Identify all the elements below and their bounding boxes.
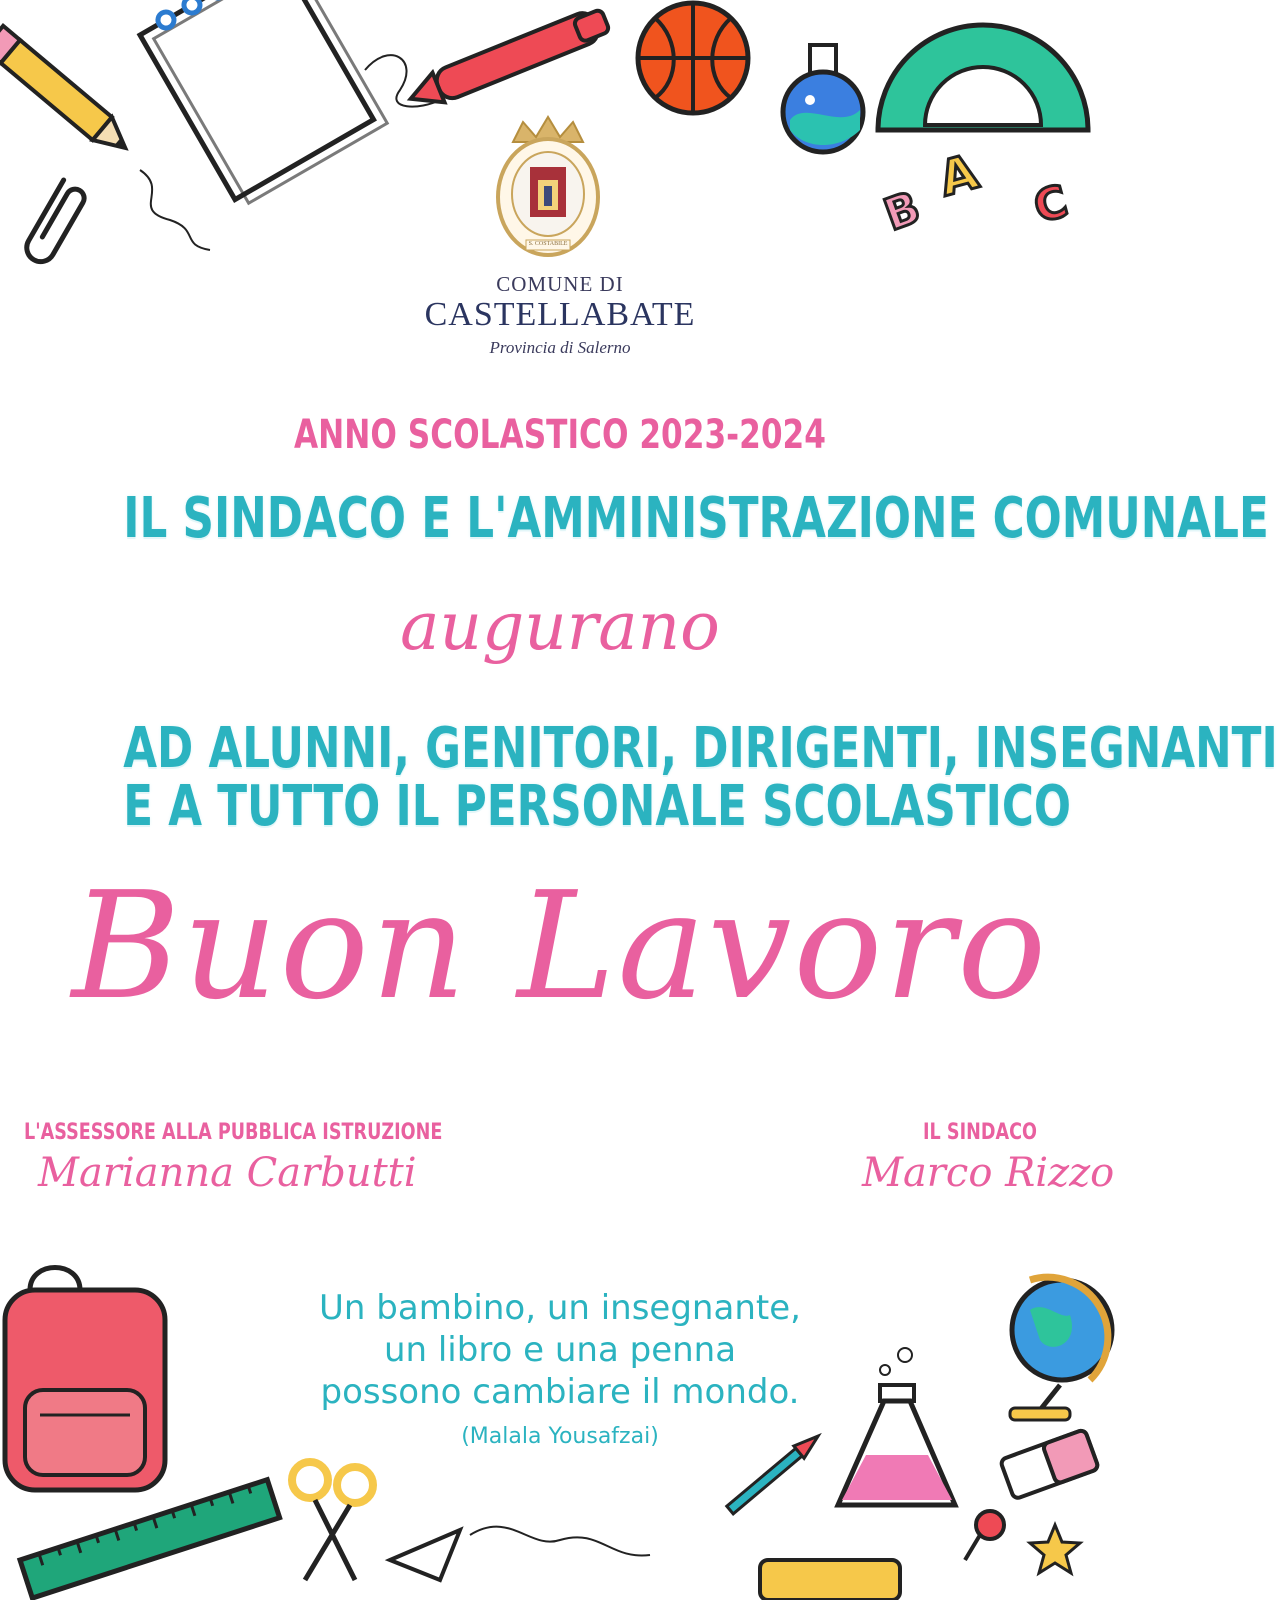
municipality-name: CASTELLABATE — [424, 296, 696, 333]
crayon-icon — [760, 1560, 900, 1600]
sindaco-name: Marco Rizzo — [862, 1150, 1115, 1196]
notebook-icon — [136, 0, 387, 208]
recipients-line2 — [0, 774, 1120, 839]
scissors-icon — [292, 1462, 373, 1580]
ruler-icon — [20, 1480, 280, 1598]
school-year-text: ANNO SCOLASTICO 2023-2024 — [294, 412, 826, 458]
recipients-line1-text: AD ALUNNI, GENITORI, DIRIGENTI, INSEGNANTI — [123, 716, 1278, 781]
globe-icon — [1010, 1277, 1112, 1420]
sindaco-title: IL SINDACO — [923, 1120, 1037, 1145]
protractor-icon — [878, 25, 1088, 130]
coat-of-arms-icon — [488, 112, 608, 262]
eraser-icon — [1000, 1429, 1099, 1499]
assessore-name: Marianna Carbutti — [38, 1150, 417, 1196]
assessore-title: L'ASSESSORE ALLA PUBBLICA ISTRUZIONE — [24, 1120, 443, 1145]
greeting-text: Buon Lavoro — [71, 860, 1049, 1032]
pencil-icon — [0, 26, 135, 160]
basketball-icon — [638, 3, 748, 113]
quote-line3: possono cambiare il mondo. — [320, 1372, 800, 1412]
paperclip-icon — [22, 180, 88, 267]
wish-text: augurano — [400, 588, 720, 665]
recipients-line2-text: E A TUTTO IL PERSONALE SCOLASTICO — [123, 774, 1072, 839]
squiggle-icon — [140, 170, 210, 250]
letter-c-icon: C — [1028, 175, 1074, 234]
school-year — [0, 412, 1120, 458]
star-icon — [1030, 1525, 1080, 1573]
headline-text: IL SINDACO E L'AMMINISTRAZIONE COMUNALE — [123, 486, 1269, 551]
backpack-icon — [5, 1268, 165, 1491]
recipients-line1 — [0, 716, 1278, 781]
paintbrush-icon — [725, 1430, 823, 1516]
paper-plane-icon — [390, 1530, 460, 1580]
pen-icon — [405, 5, 612, 113]
crest-label: S. COSTABILE — [528, 241, 568, 247]
flask-icon — [783, 45, 863, 152]
quote-line1: Un bambino, un insegnante, — [319, 1288, 801, 1328]
letter-a-icon: A — [933, 143, 984, 208]
letter-b-icon: B — [877, 181, 927, 242]
beaker-icon — [838, 1348, 955, 1505]
quote-author: (Malala Yousafzai) — [461, 1424, 659, 1449]
bottom-decorations — [0, 1260, 1120, 1600]
headline — [0, 486, 1269, 551]
pushpin-icon — [965, 1511, 1004, 1560]
province-label: Provincia di Salerno — [489, 338, 631, 357]
quote-line2: un libro e una penna — [383, 1330, 737, 1370]
comune-label: COMUNE DI — [496, 272, 624, 296]
